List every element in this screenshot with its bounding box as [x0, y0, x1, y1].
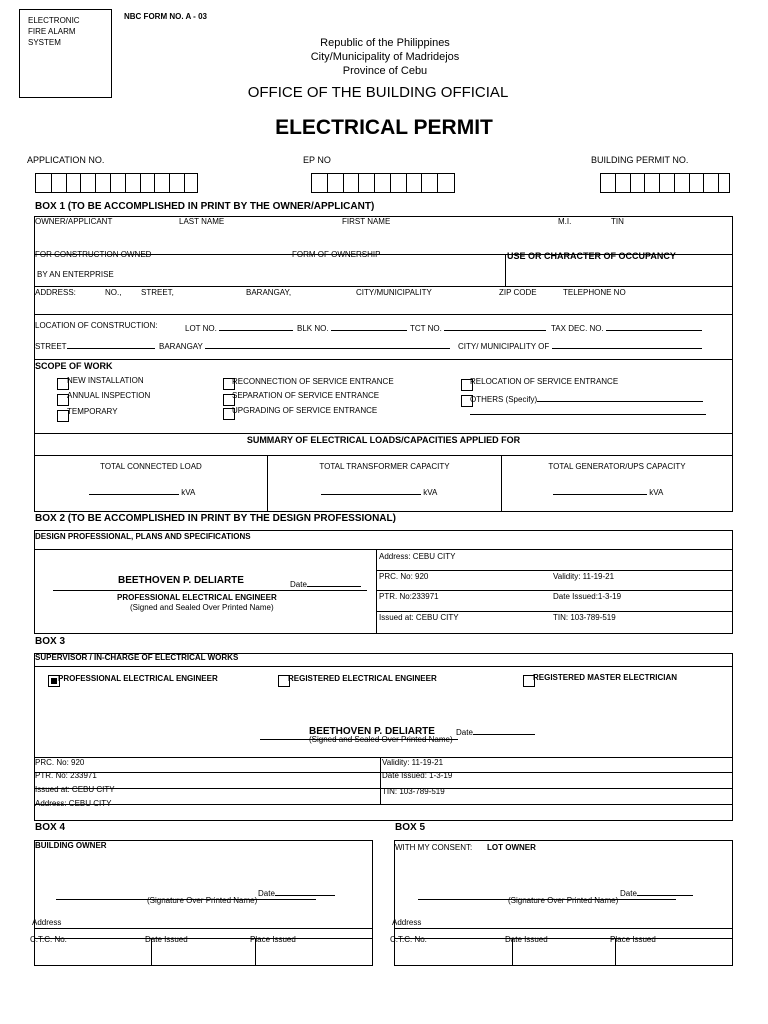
annual-inspection-label: ANNUAL INSPECTION [67, 391, 151, 400]
owner-name-input[interactable] [35, 228, 731, 252]
city-text: City/Municipality of Madridejos [310, 51, 460, 63]
box5-date-label: Date [620, 886, 693, 898]
ep-no-label: EP NO [303, 155, 331, 165]
registered-ee-label: REGISTERED ELECTRICAL ENGINEER [288, 674, 437, 683]
tin-label: TIN [611, 217, 624, 226]
box3-signed-note: (Signed and Sealed Over Printed Name) [309, 735, 453, 744]
box5-date-issued-label: Date Issued [505, 935, 548, 944]
corner-box-line-3: SYSTEM [28, 38, 61, 47]
box5-with-consent-label: WITH MY CONSENT: [395, 843, 473, 852]
professional-ee-label: PROFESSIONAL ELECTRICAL ENGINEER [58, 674, 218, 683]
transformer-field: kVA [321, 485, 437, 497]
summary-heading: SUMMARY OF ELECTRICAL LOADS/CAPACITIES APPLIED FOR [246, 435, 521, 445]
connected-load-input[interactable] [89, 485, 179, 495]
box3-tin: TIN: 103-789-519 [382, 787, 445, 796]
last-name-label: LAST NAME [179, 217, 225, 226]
tct-no-label: TCT NO. [410, 321, 546, 333]
box5-lot-owner-label: LOT OWNER [487, 843, 536, 852]
box3-date-input[interactable] [473, 725, 535, 735]
box5-place-issued-label: Place Issued [610, 935, 656, 944]
box3-heading: BOX 3 [35, 636, 66, 647]
blk-no-input[interactable] [331, 321, 407, 331]
box4-signature-note: (Signature Over Printed Name) [147, 896, 258, 905]
box4-place-issued-label: Place Issued [250, 935, 296, 944]
loc-barangay-input[interactable] [205, 339, 450, 349]
box2-signed-note: (Signed and Sealed Over Printed Name) [130, 603, 274, 612]
generator-input[interactable] [553, 485, 647, 495]
loc-street-input[interactable] [67, 339, 155, 349]
corner-box-line-1: ELECTRONIC [28, 16, 80, 25]
loc-city-input[interactable] [552, 339, 702, 349]
upgrading-label: UPGRADING OF SERVICE ENTRANCE [232, 406, 378, 415]
reconnection-label: RECONNECTION OF SERVICE ENTRANCE [232, 377, 394, 386]
box2-prc-no: PRC. No: 920 [379, 572, 429, 581]
others-label: OTHERS (Specify) [470, 392, 703, 404]
box4-ctc-no-label: C.T.C. No. [30, 935, 67, 944]
box2-ptr-no: PTR. No:233971 [379, 592, 439, 601]
box4-address-label: Address [32, 918, 62, 927]
republic-text: Republic of the Philippines [320, 37, 450, 49]
by-enterprise-label: BY AN ENTERPRISE [37, 270, 114, 279]
address-label: ADDRESS: [35, 288, 76, 297]
box4-date-input[interactable] [275, 886, 335, 896]
mi-label: M.I. [558, 217, 572, 226]
box2-tin: TIN: 103-789-519 [553, 613, 616, 622]
building-permit-no-label: BUILDING PERMIT NO. [591, 155, 689, 165]
box3-supervisor-name: BEETHOVEN P. DELIARTE [309, 726, 435, 737]
application-no-field[interactable] [35, 173, 198, 193]
box5-address-label: Address [392, 918, 422, 927]
lot-no-input[interactable] [219, 321, 293, 331]
generator-field: kVA [553, 485, 663, 497]
first-name-label: FIRST NAME [342, 217, 391, 226]
scope-of-work-heading: SCOPE OF WORK [35, 361, 113, 371]
box2-date-issued: Date Issued:1-3-19 [553, 592, 622, 601]
building-permit-no-field[interactable] [600, 173, 730, 193]
province-text: Province of Cebu [342, 65, 428, 77]
address-barangay-label: BARANGAY, [246, 288, 292, 297]
address-street-label: STREET, [141, 288, 174, 297]
others-specify-input[interactable] [537, 392, 703, 402]
total-generator-label: TOTAL GENERATOR/UPS CAPACITY [548, 462, 686, 471]
box2-subheading: DESIGN PROFESSIONAL, PLANS AND SPECIFICATIONS [35, 532, 251, 541]
total-transformer-label: TOTAL TRANSFORMER CAPACITY [319, 462, 450, 471]
telephone-no-label: TELEPHONE NO [563, 288, 626, 297]
box3-prc-no: PRC. No: 920 [35, 758, 85, 767]
box5-heading: BOX 5 [395, 822, 426, 833]
location-of-construction-label: LOCATION OF CONSTRUCTION: [35, 321, 158, 330]
box2-designer-name: BEETHOVEN P. DELIARTE [118, 575, 244, 586]
tct-no-input[interactable] [444, 321, 546, 331]
box2-heading: BOX 2 (TO BE ACCOMPLISHED IN PRINT BY THE DESIGN PROFESSIONAL) [35, 513, 396, 524]
box3-date-issued: Date Issued: 1-3-19 [382, 771, 453, 780]
zip-code-label: ZIP CODE [499, 288, 537, 297]
separation-label: SEPARATION OF SERVICE ENTRANCE [232, 391, 380, 400]
loc-city-label: CITY/ MUNICIPALITY OF [458, 339, 702, 351]
box4-subheading: BUILDING OWNER [35, 841, 107, 850]
box2-date-input[interactable] [307, 577, 361, 587]
form-number: NBC FORM NO. A - 03 [124, 12, 207, 21]
tax-dec-no-input[interactable] [606, 321, 702, 331]
box4-date-issued-label: Date Issued [145, 935, 188, 944]
box5-ctc-no-label: C.T.C. No. [390, 935, 427, 944]
ep-no-field[interactable] [311, 173, 455, 193]
page-title: ELECTRICAL PERMIT [275, 116, 493, 139]
box2-date-label: Date [290, 577, 361, 589]
box5-signature-note: (Signature Over Printed Name) [508, 896, 619, 905]
box4-heading: BOX 4 [35, 822, 66, 833]
loc-street-label: STREET [35, 339, 155, 351]
box2-role: PROFESSIONAL ELECTRICAL ENGINEER [117, 593, 277, 602]
box5-date-input[interactable] [637, 886, 693, 896]
use-or-character-label: USE OR CHARACTER OF OCCUPANCY [507, 251, 676, 261]
tax-dec-no-label: TAX DEC. NO. [551, 321, 702, 333]
transformer-input[interactable] [321, 485, 421, 495]
box2-address: Address: CEBU CITY [379, 552, 456, 561]
form-of-ownership-label: FORM OF OWNERSHIP [292, 250, 381, 259]
total-connected-load-label: TOTAL CONNECTED LOAD [100, 462, 202, 471]
box3-address: Address: CEBU CITY [35, 799, 112, 808]
connected-load-field: kVA [89, 485, 195, 497]
new-installation-label: NEW INSTALLATION [67, 376, 144, 385]
box3-validity: Validity: 11-19-21 [382, 758, 444, 767]
box1-heading: BOX 1 (TO BE ACCOMPLISHED IN PRINT BY THE OWNER/APPLICANT) [35, 201, 375, 212]
blk-no-label: BLK NO. [297, 321, 407, 333]
box3-ptr-no: PTR. No: 233971 [35, 771, 97, 780]
address-no-label: NO., [105, 288, 122, 297]
box2-issued-at: Issued at: CEBU CITY [379, 613, 459, 622]
lot-no-label: LOT NO. [185, 321, 293, 333]
temporary-label: TEMPORARY [67, 407, 118, 416]
box2-validity: Validity: 11-19-21 [553, 572, 615, 581]
corner-box-line-2: FIRE ALARM [28, 27, 76, 36]
relocation-label: RELOCATION OF SERVICE ENTRANCE [470, 377, 619, 386]
application-no-label: APPLICATION NO. [27, 155, 105, 165]
box2-signature-line [53, 590, 367, 591]
box3-date-label: Date [456, 725, 535, 737]
box3-issued-at: Issued at: CEBU CITY [35, 785, 115, 794]
loc-barangay-label: BARANGAY [159, 339, 450, 351]
address-city-label: CITY/MUNICIPALITY [356, 288, 432, 297]
master-electrician-label: REGISTERED MASTER ELECTRICIAN [533, 673, 678, 682]
for-construction-label: FOR CONSTRUCTION OWNED [35, 250, 152, 259]
office-title: OFFICE OF THE BUILDING OFFICIAL [247, 84, 509, 101]
others-specify-line-2[interactable] [470, 414, 706, 415]
box3-subheading: SUPERVISOR / IN-CHARGE OF ELECTRICAL WORKS [35, 653, 239, 662]
box4-date-label: Date [258, 886, 335, 898]
owner-applicant-label: OWNER/APPLICANT [35, 217, 113, 226]
